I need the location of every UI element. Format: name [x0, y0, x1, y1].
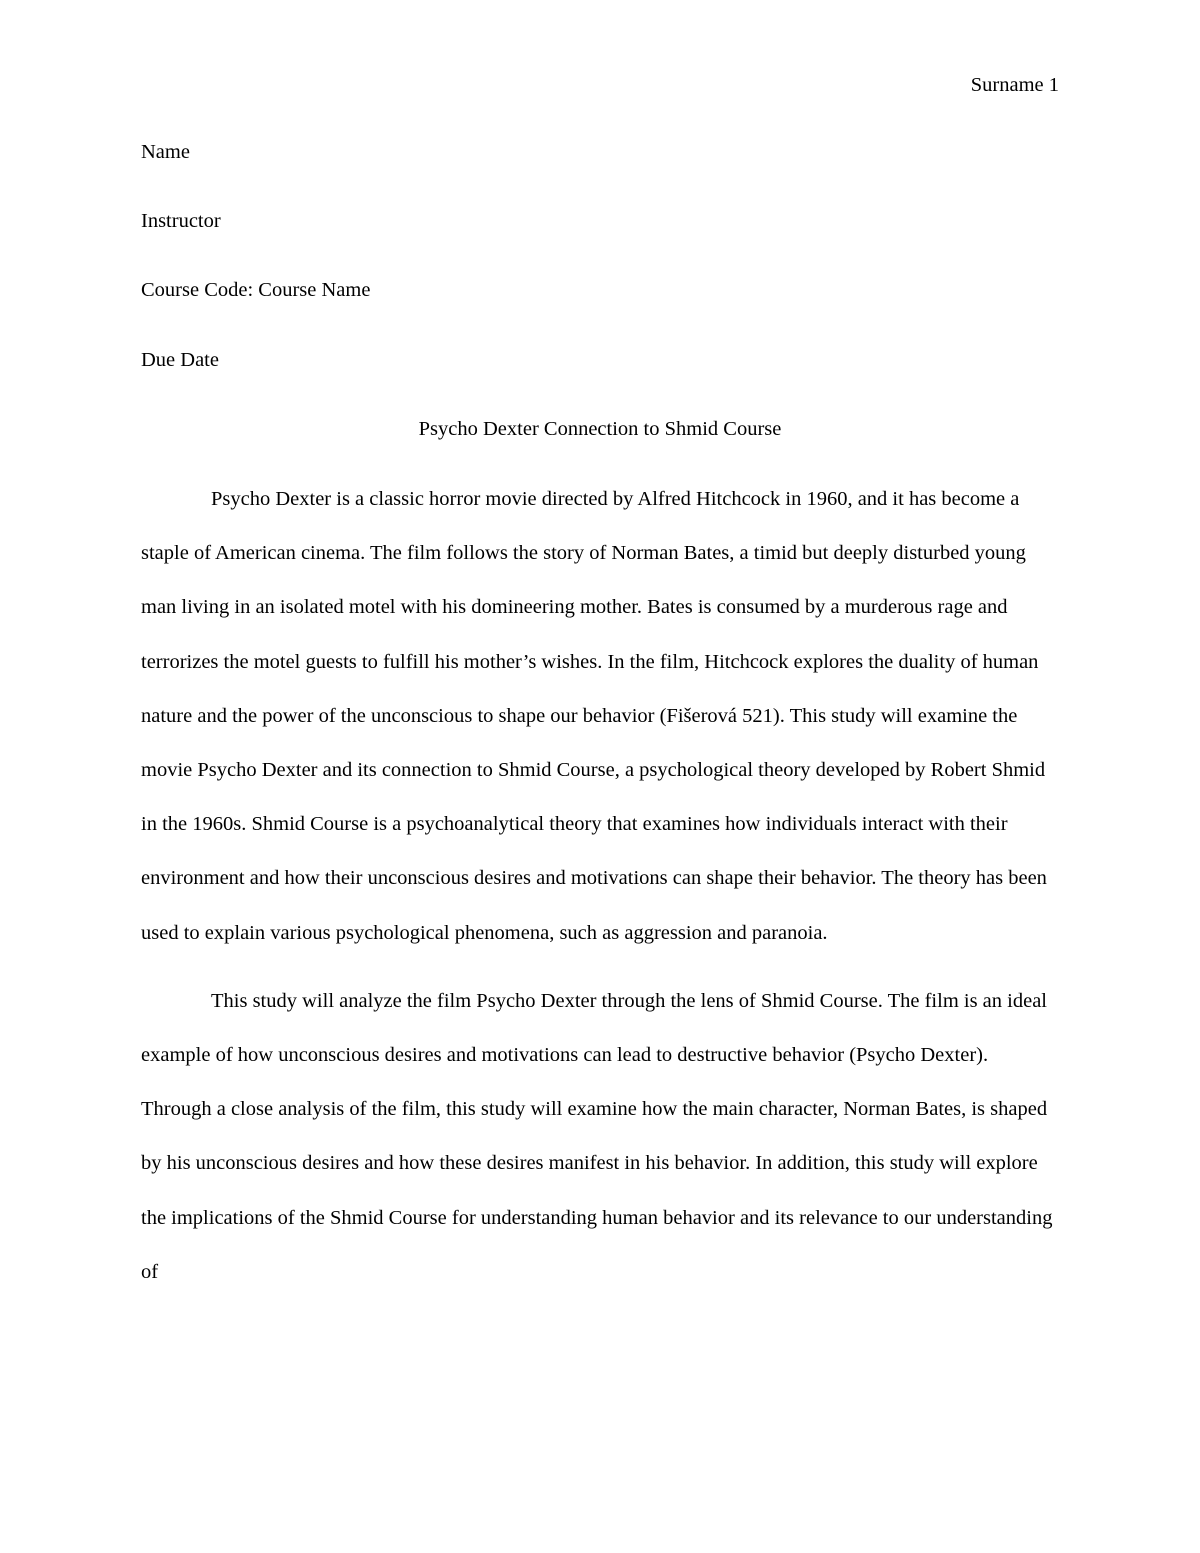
body-paragraph: Psycho Dexter is a classic horror movie directed by Alfred Hitchcock in 1960, and it has become a staple of American cinema. The film follows the story of Norman Bates, a timid but deeply disturbed young man living in an isolated motel with his domineering mother. Bates is consumed by a murderous rage and terrorizes the motel guests to fulfill his mother’s wishes. In the film, Hitchcock explores the duality of human nature and the power of the unconscious to shape our behavior (Fišerová 521). This study will examine the movie Psycho Dexter and its connection to Shmid Course, a psychological theory developed by Robert Shmid in the 1960s. Shmid Course is a psychoanalytical theory that examines how individuals interact with their environment and how their unconscious desires and motivations can shape their behavior. The theory has been used to explain various psychological phenomena, such as aggression and paranoia. — [141, 488, 1047, 944]
essay-title: Psycho Dexter Connection to Shmid Course — [418, 417, 782, 440]
document-body — [141, 118, 1059, 1299]
student-name: Name — [141, 141, 190, 163]
running-head: Surname 1 — [970, 74, 1059, 96]
course-info: Course Code: Course Name — [141, 279, 371, 302]
instructor-name: Instructor — [141, 210, 221, 233]
due-date: Due Date — [141, 348, 219, 371]
body-paragraph: This study will analyze the film Psycho Dexter through the lens of Shmid Course. The film is an ideal example of how unconscious desires and motivations can lead to destructive behavior (Psycho Dexter). Through a close analysis of the film, this study will examine how the main character, Norman Bates, is shaped by his unconscious desires and how these desires manifest in his behavior. In addition, this study will explore the implications of the Shmid Course for understanding human behavior and its relevance to our understanding of — [141, 989, 1053, 1283]
